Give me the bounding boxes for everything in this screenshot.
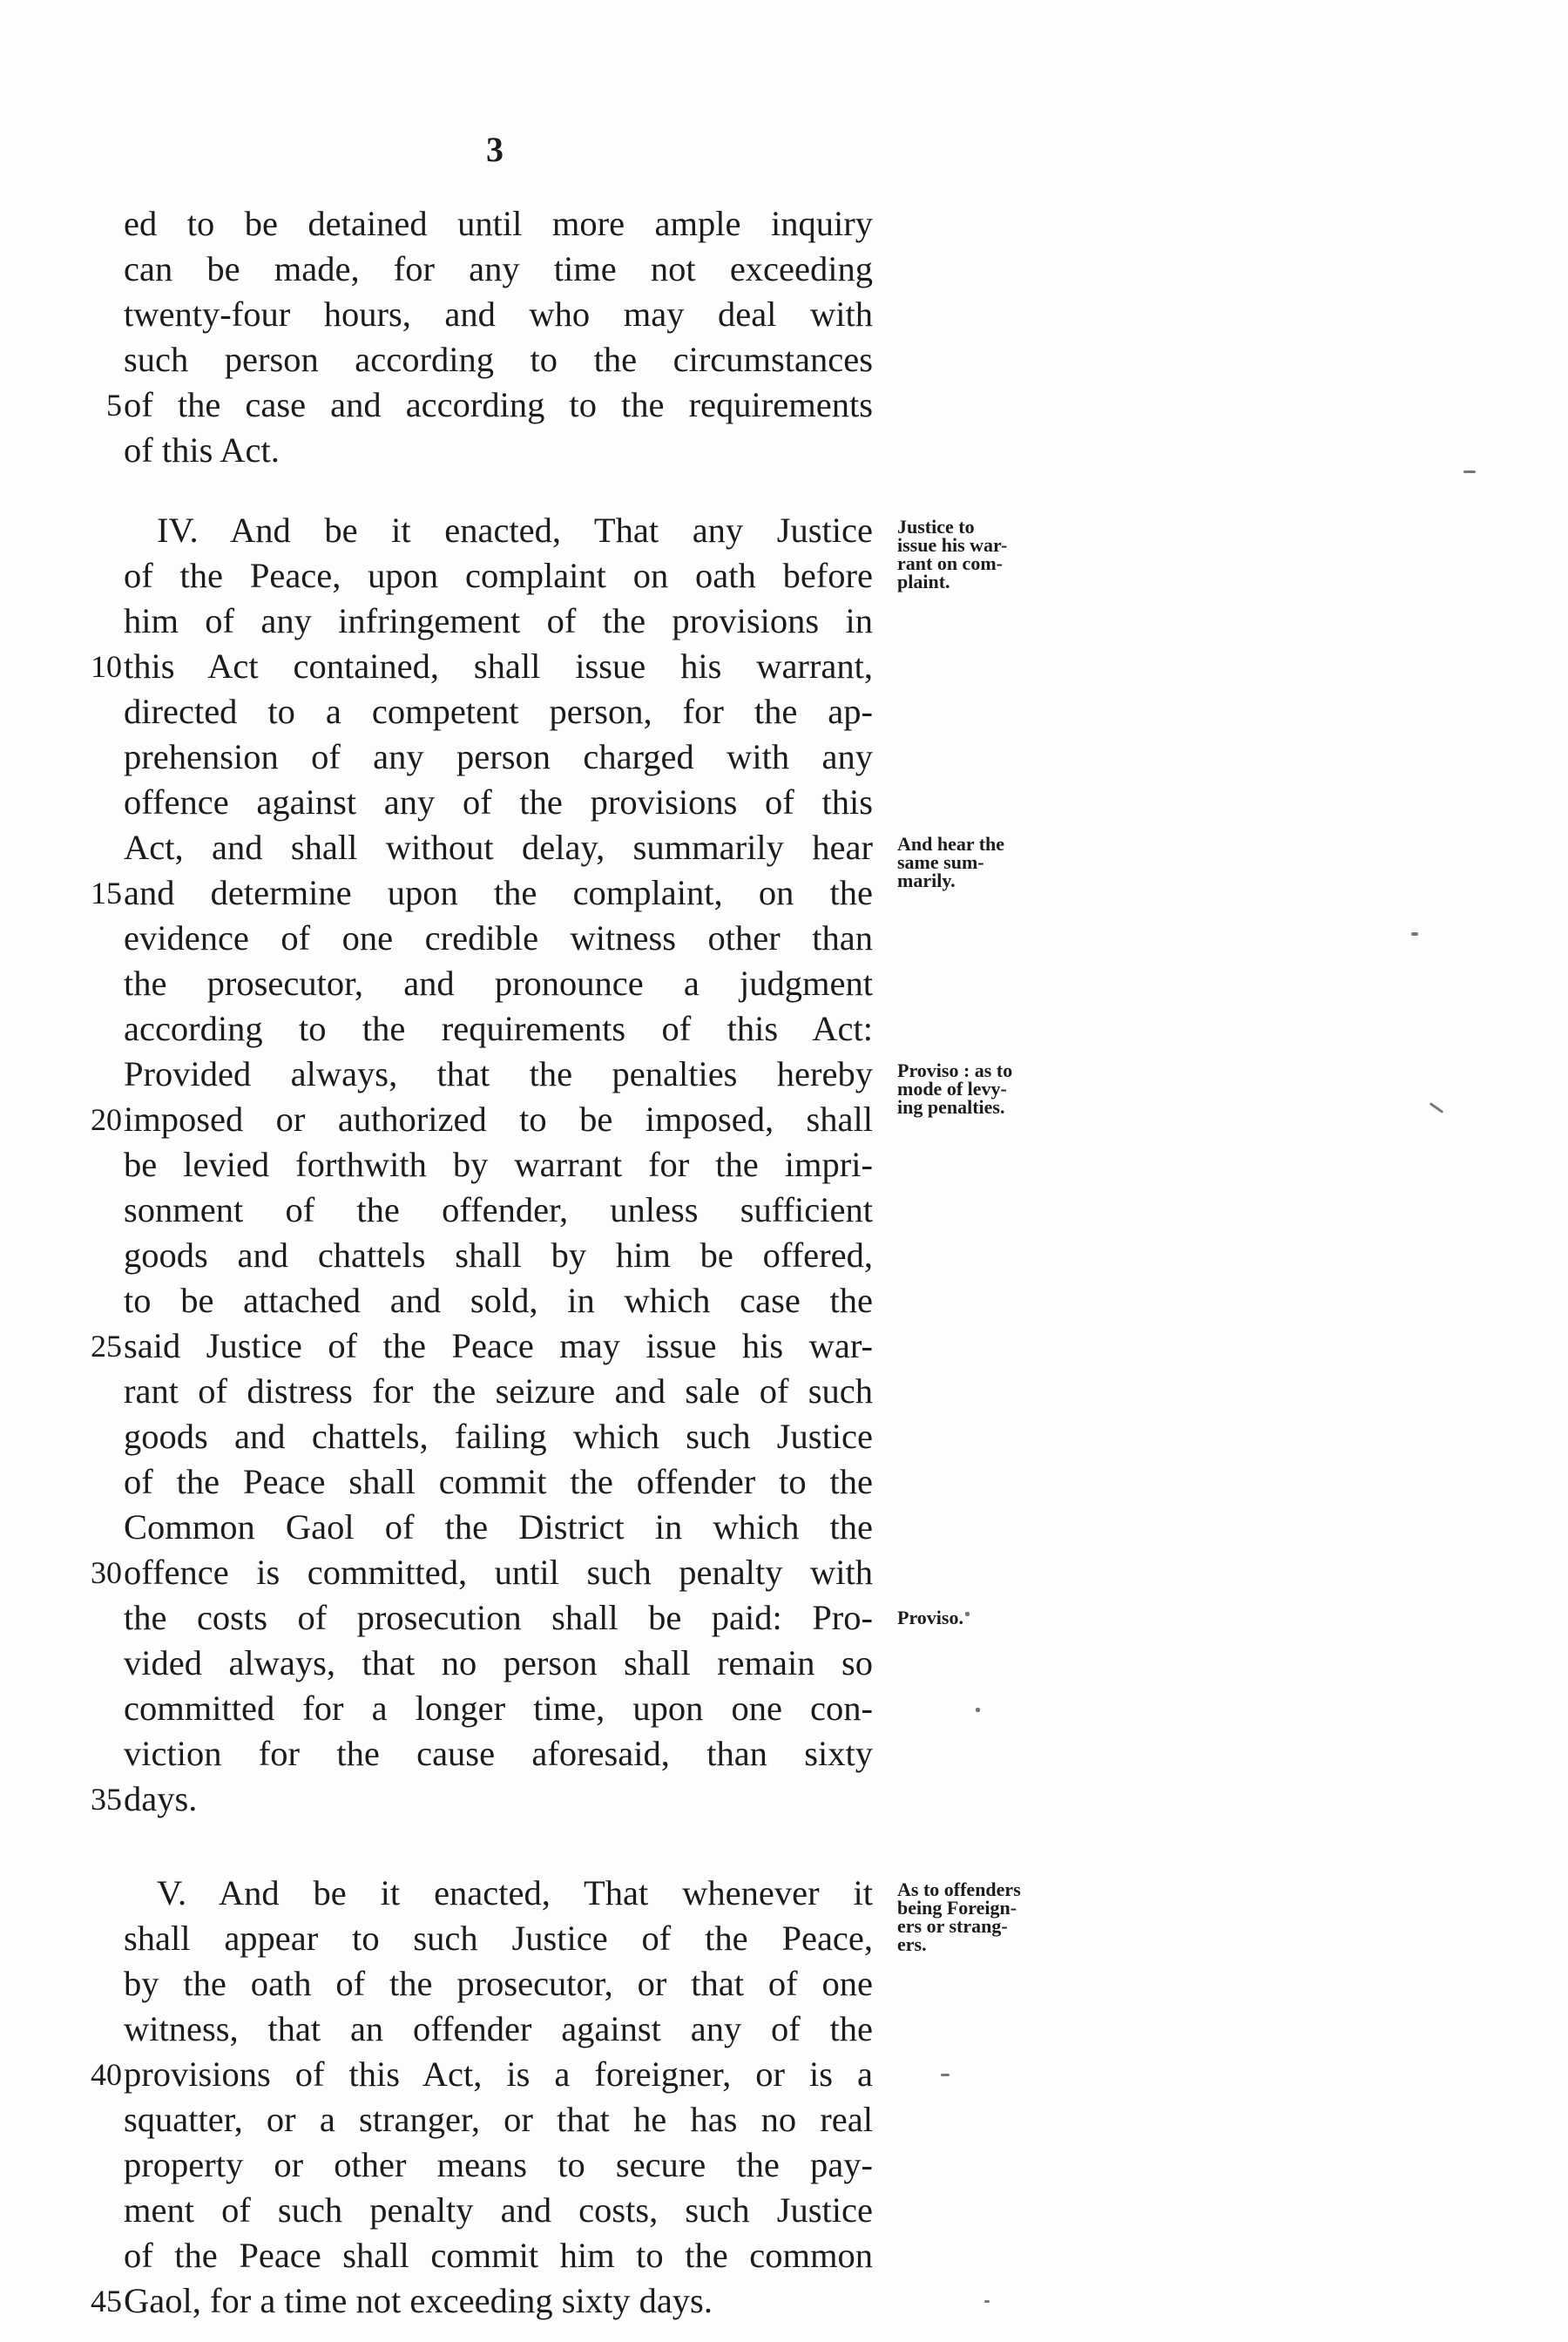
scan-speck (984, 2300, 990, 2303)
text-line: squatter, or a stranger, or that he has no real (124, 2100, 873, 2139)
note-line: Justice to (897, 516, 975, 538)
line-number: 35 (91, 1782, 122, 1817)
text-line: rant of distress for the seizure and sale of such (124, 1371, 873, 1411)
text-line: and determine upon the complaint, on the (124, 873, 873, 912)
text-line: V. And be it enacted, That whenever it (157, 1873, 873, 1912)
text-line: according to the requirements of this Act: (124, 1009, 873, 1048)
text-line: by the oath of the prosecutor, or that of one (124, 1964, 873, 2003)
text-line: imposed or authorized to be imposed, shall (124, 1100, 873, 1139)
text-line: the costs of prosecution shall be paid: Pro- (124, 1598, 873, 1637)
text-line: ment of such penalty and costs, such Justice (124, 2190, 873, 2230)
note-line: rant on com- (897, 552, 1003, 574)
text-line: of the Peace shall commit him to the common (124, 2236, 873, 2275)
note-line: And hear the (897, 833, 1005, 855)
text-line: viction for the cause aforesaid, than sixty (124, 1734, 873, 1773)
text-line: the prosecutor, and pronounce a judgment (124, 964, 873, 1003)
line-number: 45 (91, 2284, 122, 2318)
line-number: 25 (91, 1329, 122, 1364)
text-line: ed to be detained until more ample inquiry (124, 204, 873, 243)
line-number: 30 (91, 1555, 122, 1590)
line-number: 40 (91, 2057, 122, 2092)
line-number: 5 (106, 388, 122, 423)
text-line: this Act contained, shall issue his warrant, (124, 646, 873, 686)
text-line: can be made, for any time not exceeding (124, 249, 873, 288)
note-line: Proviso. (897, 1607, 963, 1628)
text-line: provisions of this Act, is a foreigner, or is a (124, 2054, 873, 2094)
text-line: goods and chattels shall by him be offered, (124, 1235, 873, 1275)
text-line: of the Peace, upon complaint on oath before (124, 556, 873, 595)
marginal-note-justice-warrant (897, 518, 1071, 591)
marginal-note-foreigners (897, 1880, 1071, 1953)
text-line: sonment of the offender, unless sufficient (124, 1190, 873, 1229)
text-line: property or other means to secure the pay- (124, 2145, 873, 2184)
text-line: Provided always, that the penalties hereby (124, 1054, 873, 1093)
text-line: vided always, that no person shall remain so (124, 1643, 873, 1682)
text-line: Common Gaol of the District in which the (124, 1507, 873, 1547)
text-line: of this Act. (124, 430, 280, 470)
note-line: marily. (897, 870, 956, 891)
text-line: such person according to the circumstances (124, 340, 873, 379)
text-line: prehension of any person charged with any (124, 737, 873, 776)
note-line: same sum- (897, 851, 984, 873)
note-line: plaint. (897, 571, 950, 592)
text-line: goods and chattels, failing which such Justice (124, 1417, 873, 1456)
text-line: directed to a competent person, for the ap- (124, 692, 873, 731)
note-line: Proviso : as to (897, 1059, 1013, 1081)
marginal-note-levying-penalties (897, 1061, 1071, 1116)
note-line: being Foreign- (897, 1897, 1017, 1919)
text-line: Gaol, for a time not exceeding sixty days. (124, 2281, 713, 2320)
text-line: offence against any of the provisions of this (124, 782, 873, 822)
text-line: shall appear to such Justice of the Peace, (124, 1919, 873, 1958)
marginal-note-hear-summarily (897, 835, 1071, 890)
note-line: ing penalties. (897, 1096, 1005, 1118)
scan-speck (941, 2074, 950, 2076)
note-line: ers. (897, 1933, 927, 1955)
text-line: be levied forthwith by warrant for the impri- (124, 1145, 873, 1184)
text-line: him of any infringement of the provisions in (124, 601, 873, 640)
scan-speck (976, 1708, 980, 1712)
marginal-note-proviso (897, 1608, 1071, 1627)
text-line: evidence of one credible witness other than (124, 918, 873, 958)
text-line: of the Peace shall commit the offender to the (124, 1462, 873, 1501)
note-line: ers or strang- (897, 1915, 1008, 1937)
line-number: 20 (91, 1102, 122, 1137)
line-number: 15 (91, 876, 122, 910)
text-line: Act, and shall without delay, summarily hear (124, 828, 873, 867)
page-number: 3 (486, 130, 504, 169)
text-line: said Justice of the Peace may issue his war- (124, 1326, 873, 1365)
note-line: As to offenders (897, 1878, 1021, 1900)
text-line: IV. And be it enacted, That any Justice (157, 511, 873, 550)
note-line: issue his war- (897, 534, 1008, 556)
scan-speck (1411, 932, 1418, 936)
text-line: twenty-four hours, and who may deal with (124, 294, 873, 334)
scan-speck (965, 1612, 970, 1616)
scan-speck (1429, 1102, 1443, 1113)
note-line: mode of levy- (897, 1078, 1007, 1100)
text-line: witness, that an offender against any of the (124, 2009, 873, 2048)
text-line: committed for a longer time, upon one con- (124, 1689, 873, 1728)
text-line: to be attached and sold, in which case the (124, 1281, 873, 1320)
text-line: days. (124, 1779, 198, 1818)
text-line: offence is committed, until such penalty with (124, 1553, 873, 1592)
scan-speck (1463, 470, 1476, 473)
line-number: 10 (91, 649, 122, 684)
text-line: of the case and according to the requirements (124, 385, 873, 424)
